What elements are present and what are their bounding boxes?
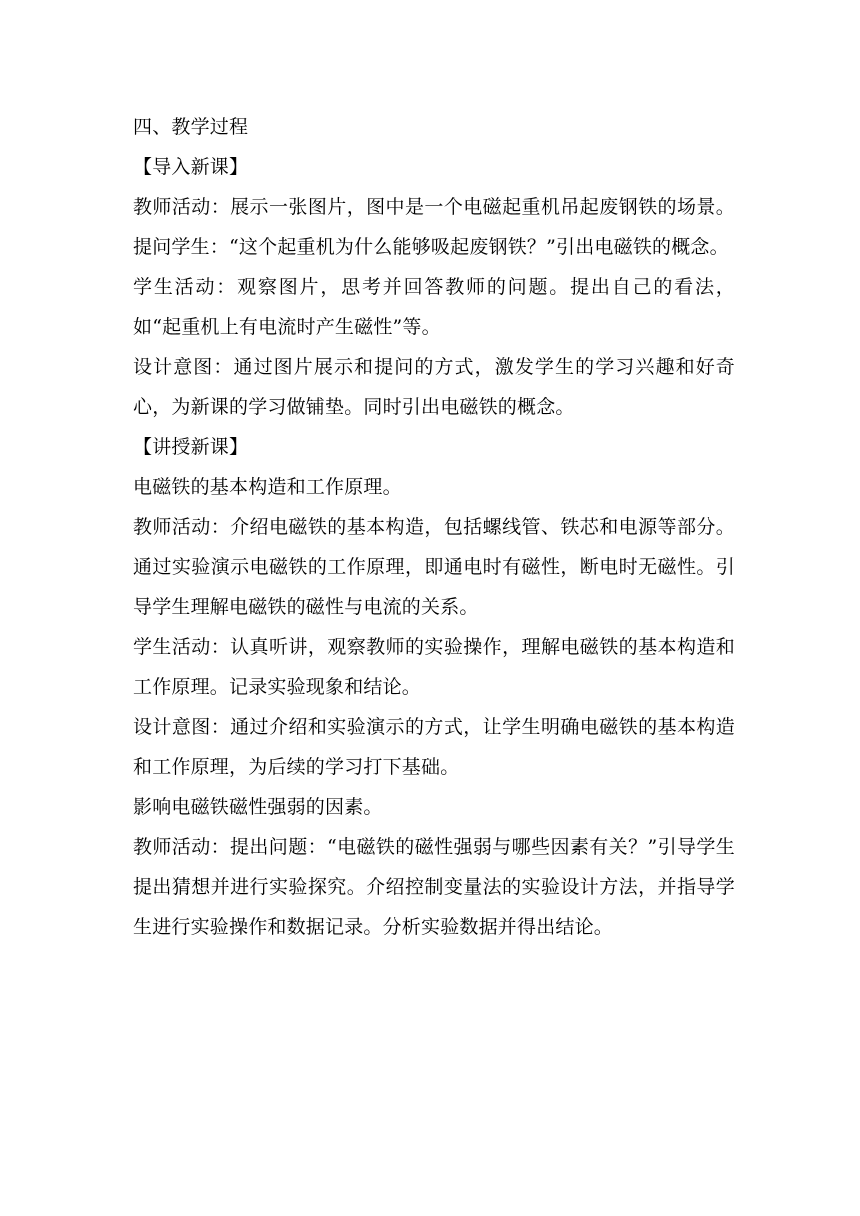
topic-2-teacher-activity: 教师活动：提出问题：“电磁铁的磁性强弱与哪些因素有关？”引导学生提出猜想并进行实验探究。介绍控制变量法的实验设计方法，并指导学生进行实验操作和数据记录。分析实验数据并得出结论。 [133, 836, 735, 938]
section-title: 四、教学过程 [133, 116, 249, 138]
topic-1-title: 电磁铁的基本构造和工作原理。 [133, 476, 402, 498]
intro-heading: 【导入新课】 [133, 156, 249, 178]
intro-teacher-activity: 教师活动：展示一张图片，图中是一个电磁起重机吊起废钢铁的场景。提问学生：“这个起重机为什么能够吸起废钢铁？”引出电磁铁的概念。 [133, 196, 735, 258]
document-body [133, 107, 735, 947]
topic-1-teacher-activity: 教师活动：介绍电磁铁的基本构造，包括螺线管、铁芯和电源等部分。通过实验演示电磁铁的工作原理，即通电时有磁性，断电时无磁性。引导学生理解电磁铁的磁性与电流的关系。 [133, 516, 735, 618]
new-lesson-heading: 【讲授新课】 [133, 436, 249, 458]
intro-design-intent: 设计意图：通过图片展示和提问的方式，激发学生的学习兴趣和好奇心，为新课的学习做铺垫。同时引出电磁铁的概念。 [133, 356, 735, 418]
topic-2-title: 影响电磁铁磁性强弱的因素。 [133, 796, 383, 818]
intro-student-activity: 学生活动：观察图片，思考并回答教师的问题。提出自己的看法，如“起重机上有电流时产生磁性”等。 [133, 276, 735, 338]
topic-1-student-activity: 学生活动：认真听讲，观察教师的实验操作，理解电磁铁的基本构造和工作原理。记录实验现象和结论。 [133, 636, 735, 698]
topic-1-design-intent: 设计意图：通过介绍和实验演示的方式，让学生明确电磁铁的基本构造和工作原理，为后续的学习打下基础。 [133, 716, 735, 778]
